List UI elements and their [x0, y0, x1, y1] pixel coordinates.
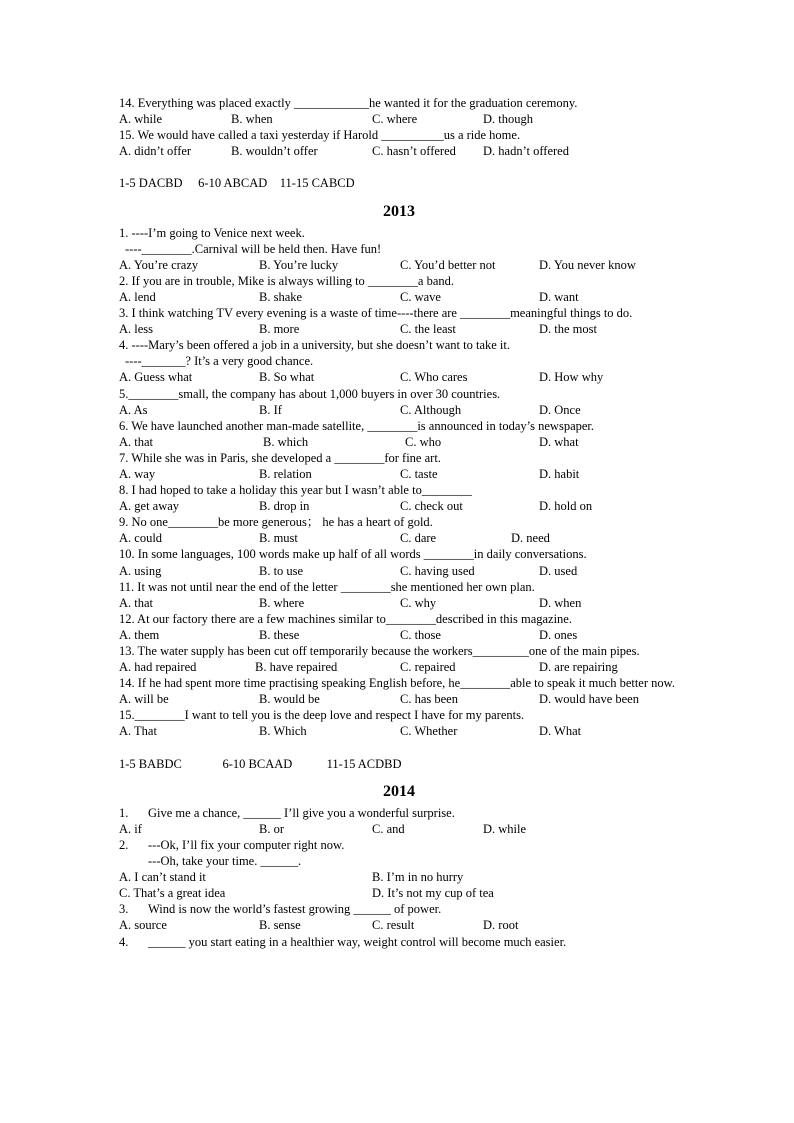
option-d: D. though — [483, 112, 533, 127]
option-c: C. having used — [400, 563, 475, 578]
question-1-reply: ----________.Carnival will be held then. Have fun! — [125, 241, 382, 256]
question-number: 2. — [119, 837, 129, 852]
question-2-options-ab — [119, 869, 679, 885]
question-14-stem: 14. Everything was placed exactly ____________he wanted it for the graduation ceremony. — [119, 96, 578, 110]
option-b: B. must — [259, 531, 298, 546]
question-15-stem: 15.________I want to tell you is the deep love and respect I have for my parents. — [119, 708, 525, 723]
question-5-options — [119, 402, 679, 418]
option-d: D. You never know — [539, 257, 636, 272]
answer-key-2012: 1-5 DACBD 6-10 ABCAD 11-15 CABCD — [119, 176, 355, 191]
option-a: A. could — [119, 531, 163, 546]
option-d: D. while — [483, 821, 527, 836]
question-15-options — [119, 723, 679, 739]
option-d: D. hold on — [539, 499, 593, 514]
option-a: A. while — [119, 112, 163, 127]
year-heading-2014: 2014 — [383, 782, 415, 800]
question-13-stem: 13. The water supply has been cut off temporarily because the workers_________one of the main pipes. — [119, 644, 640, 658]
question-number: 3. — [119, 902, 129, 917]
option-d: D. Once — [539, 402, 581, 417]
option-c: C. Although — [400, 402, 462, 417]
option-d: D. How why — [539, 370, 604, 385]
option-c: C. Whether — [400, 724, 458, 739]
option-b: B. where — [259, 595, 305, 610]
question-1-options — [119, 257, 679, 273]
option-c: C. those — [400, 627, 441, 642]
question-7-stem: 7. While she was in Paris, she developed a ________for fine art. — [119, 450, 441, 465]
option-a: A. less — [119, 322, 154, 337]
question-6-stem: 6. We have launched another man-made satellite, ________is announced in today’s newspaper. — [119, 418, 595, 433]
option-b: B. You’re lucky — [259, 257, 339, 272]
question-15-options — [119, 143, 679, 159]
option-b: B. these — [259, 627, 300, 642]
question-3-options — [119, 321, 679, 337]
question-1-stem — [119, 805, 679, 821]
option-c: C. You’d better not — [400, 257, 496, 272]
answer-key-2013: 1-5 BABDC 6-10 BCAAD 11-15 ACDBD — [119, 756, 402, 771]
option-a: A. source — [119, 918, 167, 933]
option-a: A. that — [119, 595, 154, 610]
option-c: C. dare — [400, 531, 437, 546]
question-text: Wind is now the world’s fastest growing ______ of power. — [148, 902, 442, 917]
option-b: B. sense — [259, 918, 301, 933]
question-13-options — [119, 659, 679, 675]
option-c: C. check out — [400, 499, 463, 514]
question-1-options — [119, 821, 679, 837]
question-12-options — [119, 627, 679, 643]
question-2-stem: 2. If you are in trouble, Mike is always willing to ________a band. — [119, 273, 455, 288]
option-c: C. hasn’t offered — [372, 144, 456, 159]
question-3-stem — [119, 901, 679, 917]
question-text: ---Ok, I’ll fix your computer right now. — [148, 837, 345, 852]
option-d: D. want — [539, 289, 579, 304]
question-11-stem: 11. It was not until near the end of the letter ________she mentioned her own plan. — [119, 579, 535, 594]
option-c: C. wave — [400, 289, 441, 304]
question-2-options-cd — [119, 885, 679, 901]
option-c: C. where — [372, 112, 418, 127]
question-9-stem: 9. No one________be more generous； he has a heart of gold. — [119, 515, 433, 530]
year-heading-2013: 2013 — [383, 202, 415, 220]
question-2-reply — [119, 853, 679, 869]
question-text: ---Oh, take your time. ______. — [148, 854, 302, 869]
question-11-options — [119, 595, 679, 611]
question-text: ______ you start eating in a healthier way, weight control will become much easier. — [148, 934, 567, 949]
option-c: C. repaired — [400, 660, 456, 675]
option-b: B. If — [259, 402, 282, 417]
option-a: A. will be — [119, 692, 169, 707]
option-d: D. are repairing — [539, 660, 618, 675]
option-a: A. that — [119, 434, 154, 449]
question-4-stem — [119, 934, 679, 950]
option-c: C. why — [400, 595, 437, 610]
option-b: B. have repaired — [255, 660, 338, 675]
option-c: C. the least — [400, 322, 456, 337]
option-c: C. That’s a great idea — [119, 886, 226, 901]
option-d: D. would have been — [539, 692, 639, 707]
option-b: B. wouldn’t offer — [231, 144, 318, 159]
option-a: A. didn’t offer — [119, 144, 192, 159]
option-d: D. the most — [539, 322, 597, 337]
question-12-stem: 12. At our factory there are a few machines similar to________described in this magazine. — [119, 611, 572, 626]
option-d: D. need — [511, 531, 550, 546]
option-b: B. So what — [259, 370, 315, 385]
option-b: B. relation — [259, 466, 312, 481]
question-3-options — [119, 917, 679, 933]
option-b: B. or — [259, 821, 284, 836]
question-10-options — [119, 563, 679, 579]
question-6-options — [119, 434, 679, 450]
option-d: D. It’s not my cup of tea — [372, 886, 494, 901]
option-a: A. using — [119, 563, 162, 578]
option-d: D. What — [539, 724, 582, 739]
option-d: D. hadn’t offered — [483, 144, 569, 159]
option-b: B. drop in — [259, 499, 310, 514]
question-1-stem: 1. ----I’m going to Venice next week. — [119, 225, 305, 240]
question-10-stem: 10. In some languages, 100 words make up half of all words ________in daily conversations. — [119, 547, 587, 562]
option-a: A. if — [119, 821, 142, 836]
option-b: B. would be — [259, 692, 320, 707]
option-b: B. which — [263, 434, 309, 449]
question-text: Give me a chance, ______ I’ll give you a wonderful surprise. — [148, 805, 455, 820]
option-c: C. result — [372, 918, 415, 933]
question-4-reply: ----_______? It’s a very good chance. — [125, 354, 314, 369]
option-a: A. them — [119, 627, 160, 642]
option-b: B. I’m in no hurry — [372, 870, 464, 885]
question-14-options — [119, 691, 679, 707]
option-c: C. who — [405, 434, 442, 449]
question-15-stem: 15. We would have called a taxi yesterday if Harold __________us a ride home. — [119, 128, 521, 143]
option-b: B. to use — [259, 563, 304, 578]
question-2-options — [119, 289, 679, 305]
option-c: C. has been — [400, 692, 458, 707]
option-a: A. get away — [119, 499, 180, 514]
question-14-options — [119, 111, 679, 127]
option-b: B. when — [231, 112, 273, 127]
exam-page — [119, 95, 679, 950]
question-2-stem — [119, 837, 679, 853]
option-d: D. when — [539, 595, 582, 610]
option-b: B. Which — [259, 724, 307, 739]
option-d: D. what — [539, 434, 579, 449]
option-a: A. You’re crazy — [119, 257, 199, 272]
option-b: B. shake — [259, 289, 303, 304]
option-d: D. used — [539, 563, 578, 578]
option-a: A. had repaired — [119, 660, 197, 675]
question-number: 4. — [119, 934, 129, 949]
option-c: C. taste — [400, 466, 438, 481]
question-8-stem: 8. I had hoped to take a holiday this year but I wasn’t able to________ — [119, 483, 472, 498]
question-4-options — [119, 369, 679, 385]
question-3-stem: 3. I think watching TV every evening is a waste of time----there are ________meaningful things to do. — [119, 306, 633, 321]
question-5-stem: 5.________small, the company has about 1,000 buyers in over 30 countries. — [119, 386, 501, 401]
question-number: 1. — [119, 805, 129, 820]
question-4-stem: 4. ----Mary’s been offered a job in a university, but she doesn’t want to take it. — [119, 338, 510, 353]
option-d: D. habit — [539, 466, 580, 481]
option-d: D. ones — [539, 627, 578, 642]
option-a: A. lend — [119, 289, 156, 304]
question-14-stem: 14. If he had spent more time practising speaking English before, he________able to speak it much better now. — [119, 676, 675, 691]
option-d: D. root — [483, 918, 519, 933]
option-a: A. I can’t stand it — [119, 870, 206, 885]
option-a: A. Guess what — [119, 370, 193, 385]
question-9-options — [119, 530, 679, 546]
option-a: A. That — [119, 724, 157, 739]
question-7-options — [119, 466, 679, 482]
option-a: A. way — [119, 466, 156, 481]
option-c: C. and — [372, 821, 405, 836]
option-b: B. more — [259, 322, 300, 337]
question-8-options — [119, 498, 679, 514]
option-c: C. Who cares — [400, 370, 468, 385]
option-a: A. As — [119, 402, 148, 417]
